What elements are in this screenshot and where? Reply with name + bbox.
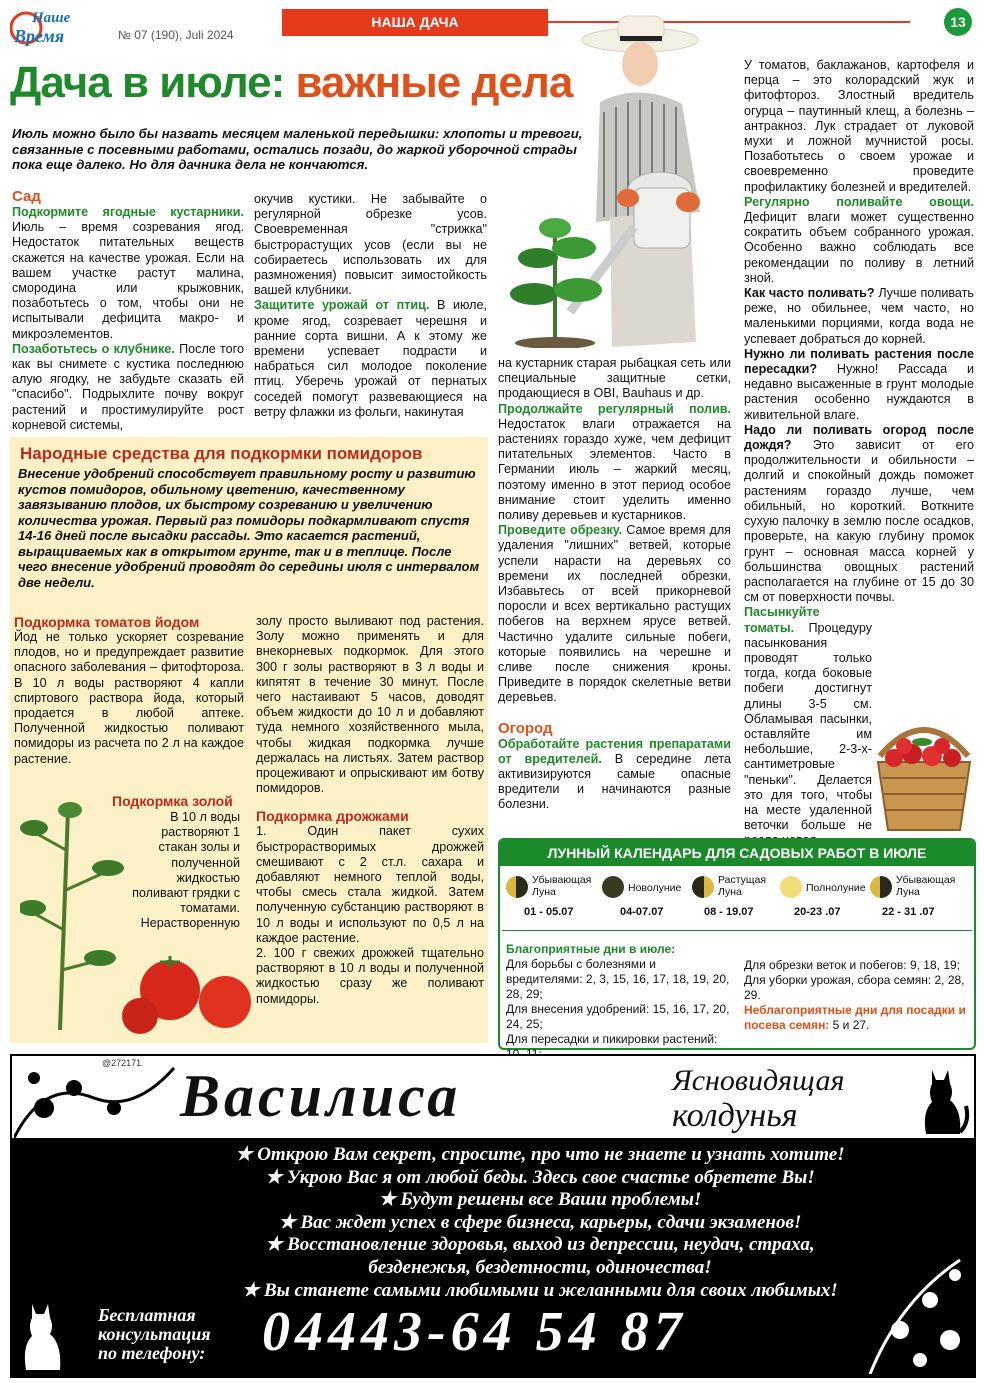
ad-line: ★ Будут решены все Ваши проблемы! [378,1189,702,1211]
floral-ornament-left [14,1058,184,1138]
waxing-moon-icon [692,876,714,898]
garden-heading: Сад [12,188,41,205]
issue-info: № 07 (190), Juli 2024 [118,28,234,42]
article-lead: Июль можно было бы назвать месяцем маленькой передышки: хлопоты и тревоги, связанные с посевными работами, остались позади, до жаркой уборочной страды пока еще далеко. Но для дачника дела не кончаются. [12,126,583,172]
pruning-paragraph [498,523,731,705]
ash-title: Подкормка золой [112,793,233,809]
lunar-calendar-title: ЛУННЫЙ КАЛЕНДАРЬ ДЛЯ САДОВЫХ РАБОТ В ИЮЛЕ [500,840,974,866]
logo-word-1: Наше [32,10,71,26]
ash-text-2: золу просто выливают под растения. Золу можно применять и для внекорневых подкормок. Для этого 300 г золы растворяют в 3 л воды и кипятят в течение 30 минут. После чего настаивают 5 часов, доводят объем жидкости до 10 л и добавляют туда немного хозяйственного мыла, чтобы жидкая подкормка лучше держалась на листьях. Затем раствор процеживают и опрыскивают им ботву помидоров. [256,614,484,796]
phase-dates-5: 22 - 31 .07 [882,906,935,918]
ad-phone-number: 04443-64 54 87 [262,1301,687,1363]
how-often-answer: Лучше поливать реже, но обильнее, чем часто, но маленькими порциями, когда вода не успевает добраться до корней. [744,286,974,346]
regular-watering-paragraph [744,195,974,286]
after-rain-question: Надо ли поливать огород после дождя? [744,422,974,453]
after-rain-answer: Это зависит от его продолжительности и обильности – долгий и спокойный дождь поможет растениям гораздо лучше, чем обильный, но короткий. Воткните сухую палочку в землю после осадков, проверьте, на какую глубину промок грунт – основная масса корней у большинства овощных растений располагается на глубине от 15 до 30 см от поверхности почвы. [744,438,974,605]
how-often-question: Как часто поливать? [744,286,875,301]
strawberry-basket-illustration [872,712,976,836]
newspaper-logo [10,6,102,48]
favorable-days-left [506,942,730,1062]
strawberry-text: После того как вы снимете с кустика последнюю алую ягодку, не забудьте сказать ей "спасибо". Подрыхлите почву вокруг растений и простимулируйте рост корневой системы, [12,341,244,432]
tomato-box-intro: Внесение удобрений способствует правильному росту и развитию кустов помидоров, обильному цветению, качественному завязыванию плодов, их быстрому созреванию и увеличению количества урожая. Первый раз помидоры подкармливают спустя 14-16 дней после высадки рассады. Это касается растений, выращиваемых как в открытом грунте, так и в теплице. После чего внесение удобрений проводят до середины июля с интервалом две недели. [18,466,480,590]
unfavorable-paragraph [744,1003,970,1033]
watering-text: Недостаток влаги отражается на растениях гораздо хуже, чем дефицит питательных элементов. Часто в Германии июль – жаркий месяц, поэтому именно в этот период особое внимание стоит уделить именно поливу деревьев и кустарников. [498,416,731,523]
ad-line: ★ Вы станете самыми любимыми и желанными для своих любимых! [242,1279,838,1301]
phase-label-3: Растущая Луна [718,874,767,898]
favorable-fertilizing: Для внесения удобрений: 15, 16, 17, 20, 24, 25; [506,1002,730,1031]
title-part-2: важные дела [295,58,573,107]
tomato-box-title: Народные средства для подкормки помидоров [20,444,423,463]
favorable-days-right [744,958,970,1033]
ad-subtitle-2: колдунья [672,1097,798,1134]
garden-column-1 [12,188,244,433]
tomato-seedling-illustration [500,198,610,348]
ash-text-1: В 10 л воды растворяют 1 стакан золы и полученной жидкостью поливают грядки с томатами. Нерастворенную [132,810,240,931]
strawberry-continued: окучив кустики. Не забывайте о регулярной обрезке усов. Своевременная "стрижка" быстрорастущих усов (если вы не собираетесь использовать их для размножения) повысит зимостойкость вашей клубники. [254,192,487,298]
birds-continued: на кустарник старая рыбацкая сеть или специальные защитные сетки, продающиеся в OBI, Bauhaus и др. [498,356,731,401]
full-moon-icon [780,876,802,898]
phase-label-2: Новолуние [628,882,682,894]
vegetable-heading: Огород [498,719,553,737]
pruning-text: Самое время для удаления "лишних" ветвей, которые успели нарасти на деревьях со времени их последней обрезки. Избавьтесь от всей прикорневой поросли и всех вертикально растущих побегов на верхнем ярусе ветвей. Частично удалите сильные побеги, которые появились на черешне и сливе после снижения кроны. Приведите в порядок скелетные ветви деревьев. [498,523,731,705]
waning-moon-icon [506,876,528,898]
ad-subtitle-1: Ясновидящая [672,1064,845,1097]
favorable-pests: Для борьбы с болезнями и вредителями: 2, 3, 15, 16, 17, 18, 19, 20, 28, 29; [506,957,730,1001]
side-shoots-text: Процедуру пасынкования проводят только тогда, когда боковые побеги достигнут длины 3-5 см. Обламывая пасынки, оставляйте им небольшие, 2-3-х-сантиметровые "пеньки". Делается это для того, чтобы на месте удаленной веточки больше не [744,620,872,833]
how-often-paragraph [744,286,974,347]
berry-bushes-lead: Подкормите ягодные кустарники. [12,205,244,219]
pests-continued: У томатов, баклажанов, картофеля и перца – это колорадский жук и фитофтороз. Злостный вредитель огурца – паутинный клещ, а болезнь – антракноз. Лук страдает от луковой мухи и ложной мучнистой росы. Позаботьтесь о своем урожае и своевременно проведите профилактику болезней и вредителей. [744,58,974,194]
strawberry-paragraph [12,342,244,433]
phase-label-1: Убывающая Луна [532,874,592,898]
watering-paragraph [498,402,731,524]
ad-id: @272171 [102,1058,142,1068]
after-rain-paragraph [744,423,974,605]
garden-column-3 [498,356,731,813]
yeast-step-2: 2. 100 г свежих дрожжей тщательно растворяют в 10 л воды и полученной жидкостью сразу же поливают помидоры. [256,946,484,1006]
lunar-divider [502,930,972,931]
phase-dates-1: 01 - 05.07 [524,906,574,918]
section-rubric: НАША ДАЧА [282,9,548,36]
regular-watering-lead: Регулярно поливайте овощи. [744,194,974,209]
watering-lead: Продолжайте регулярный полив. [498,401,731,416]
article-title [10,58,572,108]
side-shoots-lead: Пасынкуйте томаты. [744,605,820,635]
unfavorable-title: Неблагоприятные дни для посадки и посева семян: [744,1003,966,1032]
title-part-1: Дача в июле: [10,58,285,107]
phase-dates-2: 04-07.07 [620,906,664,918]
iodine-title: Подкормка томатов йодом [14,614,200,630]
after-transplant-question: Нужно ли поливать растения после пересадки? [744,346,974,377]
birds-lead: Защитите урожай от птиц. [254,298,430,313]
ad-line: ★ Восстановление здоровья, выход из депрессии, неудач, страха, [265,1234,815,1256]
pests-lead: Обработайте растения препаратами от вредителей. [498,736,731,766]
pruning-lead: Проведите обрезку. [498,523,623,538]
new-moon-icon [602,876,624,898]
ad-promises-list [140,1144,940,1302]
favorable-title: Благоприятные дни в июле: [506,942,676,956]
black-cat-icon [918,1062,970,1138]
yeast-title: Подкормка дрожжами [256,808,409,825]
page-number: 13 [944,8,972,36]
ad-line: ★ Укрою Вас я от любой беды. Здесь свое счастье обретете Вы! [265,1166,815,1188]
side-shoots-paragraph [744,605,872,848]
pests-paragraph [498,737,731,813]
after-transplant-answer: Нужно! Рассада и недавно высаженные в грунт молодые растения особенно нуждаются в живительной влаге. [744,362,974,422]
garden-column-2 [254,192,487,420]
favorable-pruning: Для обрезки веток и побегов: 9, 18, 19; [744,958,961,972]
favorable-transplant: Для пересадки и пикировки растений: [506,1032,718,1046]
iodine-section [14,614,244,767]
waning-moon-icon-2 [870,876,892,898]
birds-paragraph [254,298,487,420]
logo-word-2: Время [14,26,65,46]
ad-consultation-label: Бесплатная консультация по телефону: [98,1305,211,1363]
pests-text: В середине лета активизируются самые опасные вредители и начинаются разные болезни. [498,751,731,812]
favorable-harvest: Для уборки урожая, сбора семян: 2, 28, 29. [744,973,965,1002]
ad-line: ★ Вас ждет успех в сфере бизнеса, карьеры, сдачи экзаменов! [278,1211,802,1233]
berry-bushes-text: Июль – время созревания ягод. Недостаток питательных веществ скажется на качестве урожая. Если на вашем участке растут малина, смородина или крыжовник, позаботьтесь о том, чтобы они не испытывали дефицита макро- и микроэлементов. [12,220,244,341]
regular-watering-text: Дефицит влаги может существенно сократить объем собранного урожая. Особенно важно соблюдать все рекомендации по поливу в летний зной. [744,210,974,285]
phase-label-4: Полнолуние [806,882,866,894]
ad-name: Василиса [180,1063,462,1129]
strawberry-lead: Позаботьтесь о клубнике. [12,341,175,356]
moon-phases-row [504,872,972,922]
phase-label-5: Убывающая Луна [896,874,956,898]
ad-line: ★ Открою Вам секрет, спросите, про что не знаете и узнать хотите! [235,1144,845,1165]
phase-dates-3: 08 - 19.07 [704,906,754,918]
phase-dates-4: 20-23 .07 [794,906,841,918]
floral-ornament-right [860,1240,972,1374]
white-cat-icon [18,1296,72,1374]
iodine-text: Йод не только ускоряет созревание плодов, но и предупреждает развитие опасного заболевания – фитофтороза. В 10 л воды растворяют 4 капли спиртового раствора йода, который продается в любой аптеке. Полученной жидкостью поливают помидоры из расчета по 2 л на каждое растение. [14,630,244,766]
yeast-step-1: 1. Один пакет сухих быстрорастворимых дрожжей смешивают с 2 ст.л. сахара и добавляют немного теплой воды, чтобы смесь стала жидкой. Затем полученную субстанцию растворяют в 10 л воды и используют по 0,5 л на каждое растение. [256,824,484,945]
ad-line: безденежья, бездетности, одиночества! [368,1256,712,1278]
after-transplant-paragraph [744,347,974,423]
berry-bushes-paragraph [12,205,244,342]
birds-text: В июле, кроме ягод, созревает черешня и ранние сорта вишни. А к этому же времени успевает подрасти и набраться сил молодое поколение птиц. Уберечь урожай от пернатых соседей помогут развевающиеся на ветру флажки из фольги, накинутая [254,298,488,419]
ash-yeast-section [256,614,484,1007]
unfavorable-days: 5 и 27. [829,1018,870,1032]
